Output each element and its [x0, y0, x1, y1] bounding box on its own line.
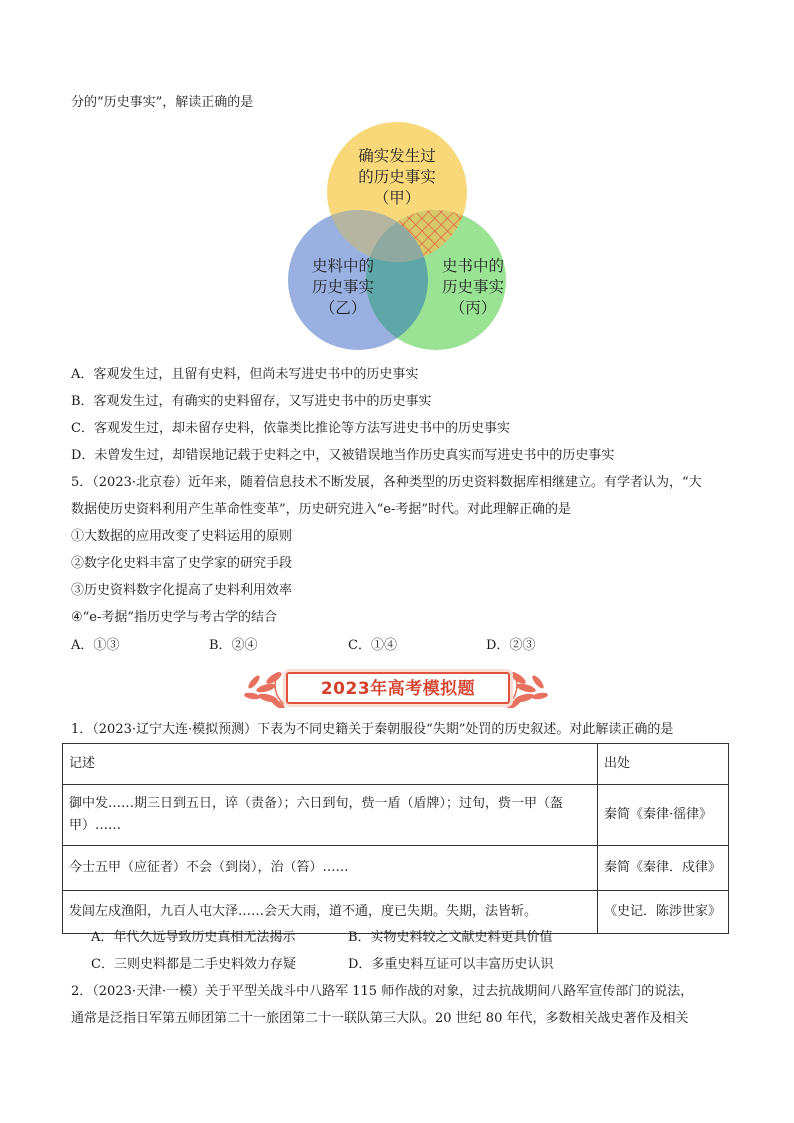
table-cell: 发闾左戍渔阳，九百人屯大泽……会天大雨，道不通，度已失期。失期，法皆斩。	[63, 891, 598, 934]
q5-stem-line1: 5．（2023·北京卷）近年来，随着信息技术不断发展，各种类型的历史资料数据库相继建立。有学者认为，“大	[71, 475, 702, 490]
venn-diagram	[282, 116, 512, 362]
q4-option-b: B．客观发生过，有确实的史料留存，又写进史书中的历史事实	[71, 394, 432, 409]
venn-label-top: 确实发生过 的历史事实 （甲）	[358, 147, 436, 207]
q4-option-d: D．未曾发生过，却错误地记载于史料之中，又被错误地当作历史真实而写进史书中的历史事实	[71, 448, 615, 463]
section-banner	[244, 668, 548, 708]
m1-option-a: A．年代久远导致历史真相无法揭示	[91, 930, 296, 945]
q4-option-a: A．客观发生过，且留有史料，但尚未写进史书中的历史事实	[71, 367, 419, 382]
q5-option-d: D．②③	[486, 638, 536, 653]
table-cell: 秦简《秦律．戍律》	[598, 846, 729, 891]
table-cell: 御中发……期三日到五日，谇（责备）；六日到旬，赀一盾（盾牌）；过旬，赀一甲（盔甲）……	[63, 785, 598, 846]
q4-option-c: C．客观发生过，却未留存史料，依靠类比推论等方法写进史书中的历史事实	[71, 421, 510, 436]
m1-stem: 1．（2023·辽宁大连·模拟预测）下表为不同史籍关于秦朝服役“失期”处罚的历史叙述。对此解读正确的是	[71, 722, 674, 737]
venn-label-left: 史料中的 历史事实 （乙）	[311, 257, 374, 317]
q5-statement-3: ③历史资料数字化提高了史料利用效率	[71, 583, 293, 598]
table-row	[63, 785, 729, 846]
q5-statement-2: ②数字化史料丰富了史学家的研究手段	[71, 556, 293, 571]
table-cell: 《史记．陈涉世家》	[598, 891, 729, 934]
table-header-cell: 出处	[598, 744, 729, 785]
history-table	[62, 743, 729, 934]
m1-option-d: D．多重史料互证可以丰富历史认识	[348, 957, 554, 972]
q5-option-a: A．①③	[71, 638, 120, 653]
m1-option-c: C．三则史料都是二手史料效力存疑	[91, 957, 296, 972]
table-cell: 今士五甲（应征者）不会（到岗），治（笞）……	[63, 846, 598, 891]
question-stem-fragment: 分的“历史事实”，解读正确的是	[71, 95, 254, 110]
table-cell: 秦简《秦律·徭律》	[598, 785, 729, 846]
section-title: 2023年高考模拟题	[320, 679, 476, 699]
m1-option-b: B．实物史料较之文献史料更具价值	[348, 930, 553, 945]
table-header-row	[63, 744, 729, 785]
q5-option-b: B．②④	[209, 638, 258, 653]
table-row	[63, 846, 729, 891]
q5-option-c: C．①④	[348, 638, 397, 653]
q5-statement-4: ④“e-考据”指历史学与考古学的结合	[71, 610, 278, 625]
venn-label-right: 史书中的 历史事实 （丙）	[441, 257, 504, 317]
q5-stem-line2: 数据使历史资料利用产生革命性变革”，历史研究进入“e-考据”时代。对此理解正确的是	[71, 502, 572, 517]
table-header-cell: 记述	[63, 744, 598, 785]
m2-stem-line2: 通常是泛指日军第五师团第二十一旅团第二十一联队第三大队。20 世纪 80 年代，多数相关战史著作及相关	[71, 1011, 689, 1026]
q5-statement-1: ①大数据的应用改变了史料运用的原则	[71, 529, 293, 544]
m2-stem-line1: 2．（2023·天津·一模）关于平型关战斗中八路军 115 师作战的对象，过去抗战期间八路军宣传部门的说法，	[71, 984, 694, 999]
